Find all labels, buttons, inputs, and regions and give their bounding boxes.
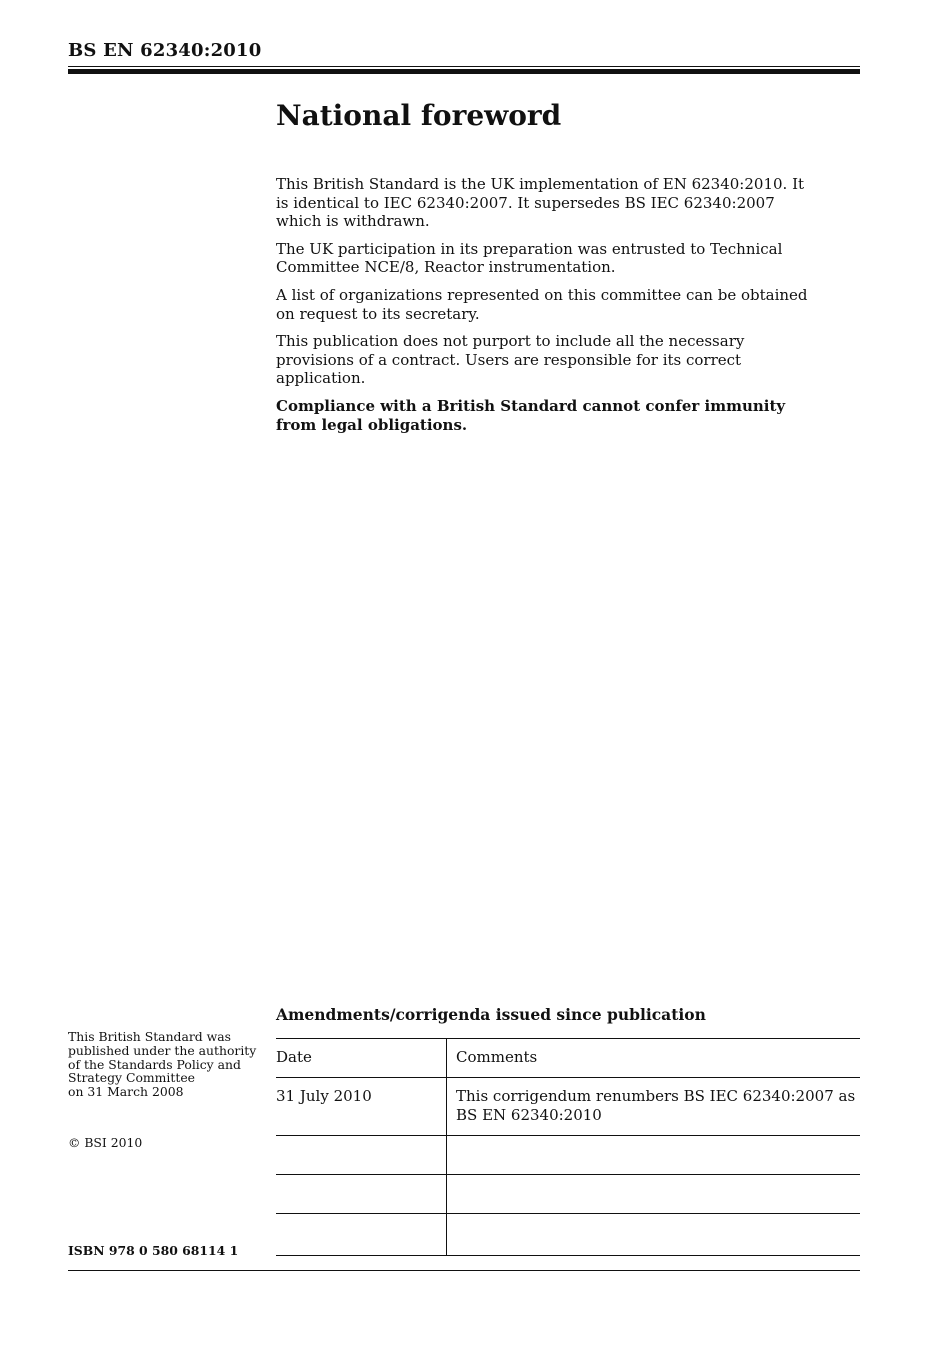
amendment-comment bbox=[447, 1078, 861, 1136]
publication-note-line: on 31 March 2008 bbox=[68, 1084, 184, 1100]
document-id-header: BS EN 62340:2010 bbox=[68, 40, 262, 61]
isbn-number: ISBN 978 0 580 68114 1 bbox=[68, 1243, 239, 1258]
amendment-date: 31 July 2010 bbox=[276, 1078, 447, 1136]
copyright-notice: © BSI 2010 bbox=[68, 1135, 143, 1150]
empty-cell bbox=[447, 1175, 861, 1214]
table-row-empty bbox=[276, 1136, 860, 1175]
table-header-row bbox=[276, 1039, 860, 1078]
publication-note bbox=[68, 1030, 268, 1099]
publication-note-line: This British Standard was bbox=[68, 1029, 232, 1044]
header-rule-thin bbox=[68, 66, 860, 67]
footer-rule bbox=[68, 1270, 860, 1271]
publication-note-line: published under the authority bbox=[68, 1042, 257, 1058]
column-header-comments: Comments bbox=[447, 1039, 861, 1078]
paragraph-implementation: This British Standard is the UK implementation of EN 62340:2010. It is identical to IEC 62340:2007. It supersedes BS IEC 62340:2007 which is withdrawn. bbox=[276, 175, 805, 231]
paragraph-contract: This publication does not purport to include all the necessary provisions of a contract. Users are responsible for its correct application. bbox=[276, 332, 745, 388]
publication-note-line: of the Standards Policy and bbox=[68, 1056, 241, 1072]
amendments-title: Amendments/corrigenda issued since publication bbox=[276, 1005, 706, 1024]
empty-cell bbox=[447, 1214, 861, 1256]
compliance-statement: Compliance with a British Standard cannot confer immunity from legal obligations. bbox=[276, 396, 786, 434]
amendments-table bbox=[276, 1038, 860, 1256]
page-title: National foreword bbox=[276, 99, 562, 132]
paragraph-participation: The UK participation in its preparation was entrusted to Technical Committee NCE/8, Reactor instrumentation. bbox=[276, 239, 783, 277]
amendment-comment-line: BS EN 62340:2010 bbox=[456, 1106, 602, 1124]
amendment-comment-line: This corrigendum renumbers BS IEC 62340:2007 as bbox=[456, 1087, 856, 1105]
foreword-body bbox=[276, 175, 816, 443]
paragraph-organizations: A list of organizations represented on this committee can be obtained on request to its secretary. bbox=[276, 285, 808, 323]
table-row bbox=[276, 1078, 860, 1136]
table-row-empty bbox=[276, 1214, 860, 1256]
column-header-date: Date bbox=[276, 1039, 447, 1078]
table-row-empty bbox=[276, 1175, 860, 1214]
empty-cell bbox=[447, 1136, 861, 1175]
header-rule-thick bbox=[68, 69, 860, 74]
empty-cell bbox=[276, 1214, 447, 1256]
empty-cell bbox=[276, 1136, 447, 1175]
empty-cell bbox=[276, 1175, 447, 1214]
publication-note-line: Strategy Committee bbox=[68, 1070, 195, 1086]
